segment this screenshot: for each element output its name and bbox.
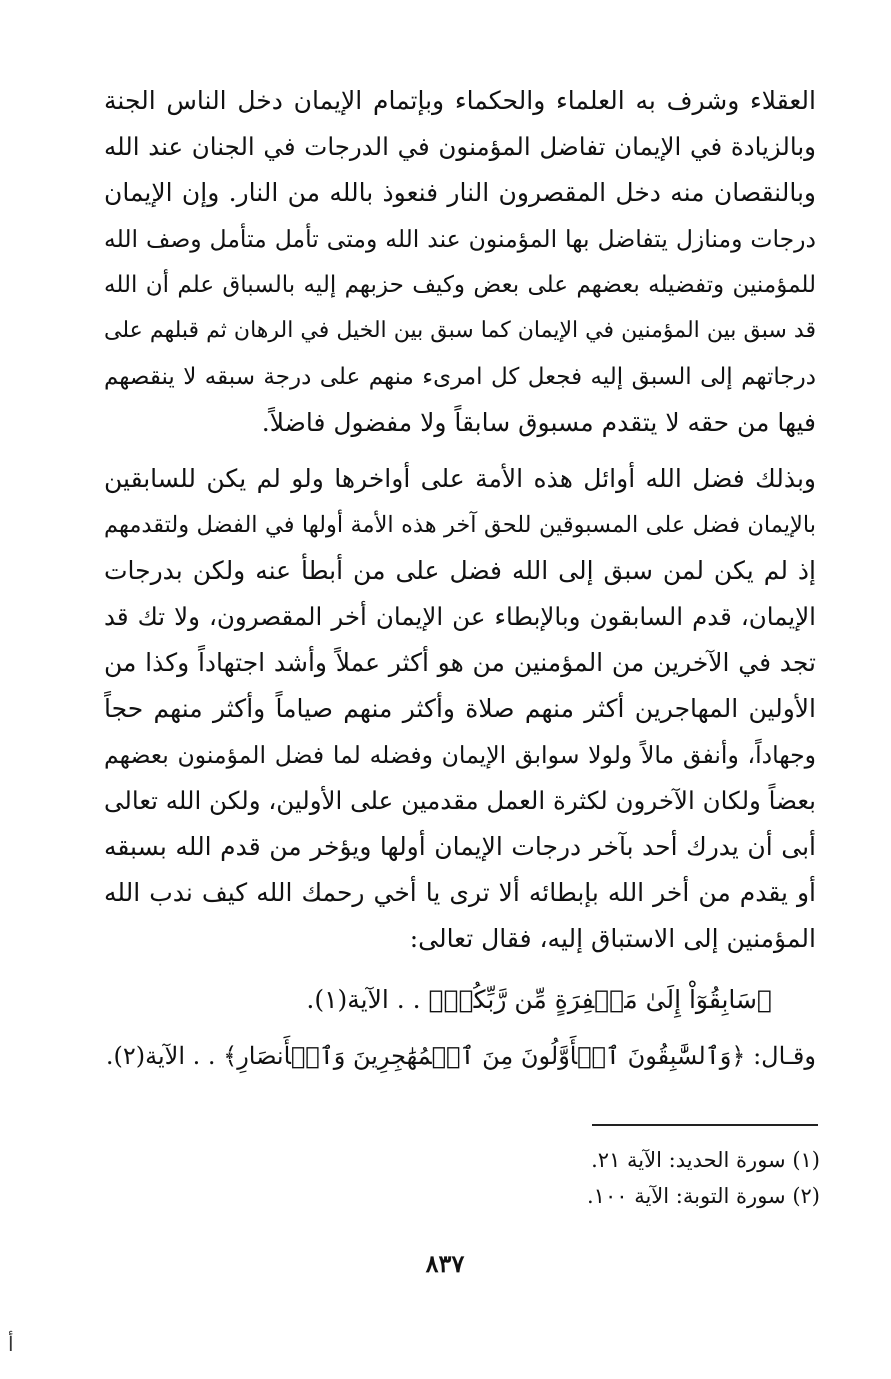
text-line: المؤمنين إلى الاستباق إليه، فقال تعالى: xyxy=(409,924,816,953)
text-line: أو يقدم من أخر الله بإبطائه ألا ترى يا أخي رحمك الله كيف ندب الله xyxy=(104,878,816,907)
footnote-1: (١) سورة الحديد: الآية ٢١. xyxy=(591,1148,820,1172)
paragraph-2 xyxy=(104,456,816,962)
text-line: العقلاء وشرف به العلماء والحكماء وبإتمام الإيمان دخل الناس الجنة xyxy=(104,86,816,115)
text-line: الأولين المهاجرين أكثر منهم صلاة وأكثر منهم صياماً وأكثر منهم حجاً xyxy=(104,694,816,723)
quran-verses xyxy=(104,972,816,1084)
text-line: وبالزيادة في الإيمان تفاضل المؤمنون في الدرجات في الجنان عند الله xyxy=(104,132,816,161)
footnotes xyxy=(300,1142,820,1214)
text-line: أبى أن يدرك أحد بآخر درجات الإيمان أولها ويؤخر من قدم الله بسبقه xyxy=(104,832,816,861)
text-line: فيها من حقه لا يتقدم مسبوق سابقاً ولا مفضول فاضلاً. xyxy=(261,408,816,437)
text-line: درجات ومنازل يتفاضل بها المؤمنون عند الله ومتى تأمل متأمل وصف الله xyxy=(104,225,816,253)
text-line: الإيمان، قدم السابقون وبالإبطاء عن الإيمان أخر المقصرون، ولا تك قد xyxy=(104,602,816,631)
edge-mark: أ xyxy=(8,1332,14,1356)
text-line: بعضاً ولكان الآخرون لكثرة العمل مقدمين على الأولين، ولكن الله تعالى xyxy=(104,786,816,815)
text-line: وجهاداً، وأنفق مالاً ولولا سوابق الإيمان وفضله لما فضل المؤمنون بعضهم xyxy=(104,741,816,769)
text-line: تجد في الآخرين من المؤمنين من هو أكثر عملاً وأشد اجتهاداً وكذا من xyxy=(104,648,816,677)
text-line: درجاتهم إلى السبق إليه فجعل كل امرىء منهم على درجة سبقه لا ينقصهم xyxy=(104,364,816,390)
text-line: قد سبق بين المؤمنين في الإيمان كما سبق بين الخيل في الرهان ثم قبلهم على xyxy=(104,318,816,343)
page-number: ٨٣٧ xyxy=(425,1249,465,1278)
paragraph-1 xyxy=(104,78,816,446)
verse-line-2: وقـال: ﴿وَٱلسَّٰبِقُونَ ٱلۡأَوَّلُونَ مِنَ ٱلۡمُهَٰجِرِينَ وَٱلۡأَنصَارِ﴾ . . الآية(٢). xyxy=(105,1042,816,1070)
text-line: وبذلك فضل الله أوائل هذه الأمة على أواخرها ولو لم يكن للسابقين xyxy=(104,464,816,493)
text-line: إذ لم يكن لمن سبق إلى الله فضل على من أبطأ عنه ولكن بدرجات xyxy=(104,556,816,585)
text-line: وبالنقصان منه دخل المقصرون النار فنعوذ بالله من النار. وإن الإيمان xyxy=(104,178,816,207)
text-line: للمؤمنين وتفضيله بعضهم على بعض وكيف حزبهم إليه بالسباق علم أن الله xyxy=(104,272,816,298)
verse-line-1: ﴿سَابِقُوٓاْ إِلَىٰ مَغۡفِرَةٍ مِّن رَّبِّكُمۡ﴾ . . الآية(١). xyxy=(306,985,772,1014)
footnote-2: (٢) سورة التوبة: الآية ١٠٠. xyxy=(586,1184,820,1208)
text-line: بالإيمان فضل على المسبوقين للحق آخر هذه الأمة أولها في الفضل ولتقدمهم xyxy=(104,512,816,538)
footnote-divider xyxy=(592,1124,818,1126)
